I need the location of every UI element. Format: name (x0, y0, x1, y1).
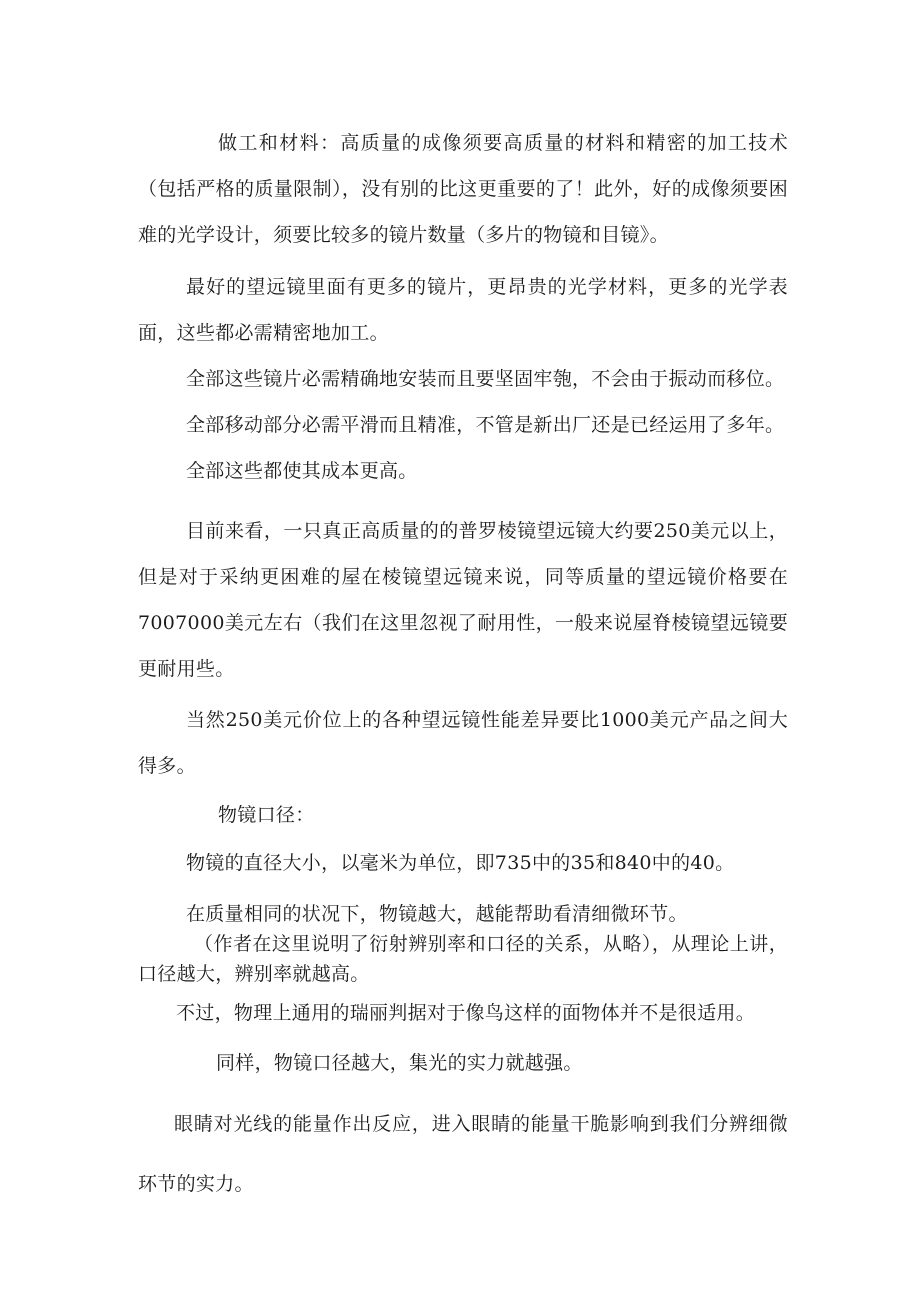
paragraph-resolution-note: （作者在这里说明了衍射辨别率和口径的关系，从略），从理论上讲，口径越大，辨别率就越高。 (138, 933, 788, 985)
paragraph-larger-objective: 在质量相同的状况下，物镜越大，越能帮助看清细微环节。 (186, 903, 688, 925)
paragraph-light-gathering: 同样，物镜口径越大，集光的实力就越强。 (216, 1052, 583, 1074)
paragraph-higher-cost: 全部这些都使其成本更高。 (186, 460, 418, 482)
paragraph-rayleigh-criterion: 不过，物理上通用的瑞丽判据对于像鸟这样的面物体并不是很适用。 (176, 1002, 756, 1024)
paragraph-price-variance: 当然250美元价位上的各种望远镜性能差异要比1000美元产品之间大得多。 (138, 709, 788, 777)
paragraph-objective-diameter: 物镜的直径大小，以毫米为单位，即735中的35和840中的40。 (186, 852, 735, 874)
section-heading-aperture: 物镜口径： (218, 804, 315, 826)
paragraph-eye-response: 眼睛对光线的能量作出反应，进入眼睛的能量干脆影响到我们分辨细微环节的实力。 (138, 1113, 788, 1195)
paragraph-lens-mounting: 全部这些镜片必需精确地安装而且要坚固牢匏，不会由于振动而移位。 (186, 368, 785, 390)
paragraph-workmanship-materials: 做工和材料：高质量的成像须要高质量的材料和精密的加工技术（包括严格的质量限制），没有别的比这更重要的了！此外，好的成像须要困难的光学设计，须要比较多的镜片数量（多片的物镜和目镜》。 (138, 132, 788, 246)
paragraph-moving-parts: 全部移动部分必需平滑而且精准，不管是新出厂还是已经运用了多年。 (186, 414, 785, 436)
paragraph-best-telescopes: 最好的望远镜里面有更多的镜片，更昂贵的光学材料，更多的光学表面，这些都必需精密地加工。 (138, 276, 788, 344)
paragraph-price-comparison: 目前来看，一只真正高质量的的普罗棱镜望远镜大约要250美元以上，但是对于采纳更困难的屋在棱镜望远镜来说，同等质量的望远镜价格要在7007000美元左右（我们在这里忽视了耐用性，一般来说屋脊棱镜望远镜要更耐用些。 (138, 520, 788, 680)
